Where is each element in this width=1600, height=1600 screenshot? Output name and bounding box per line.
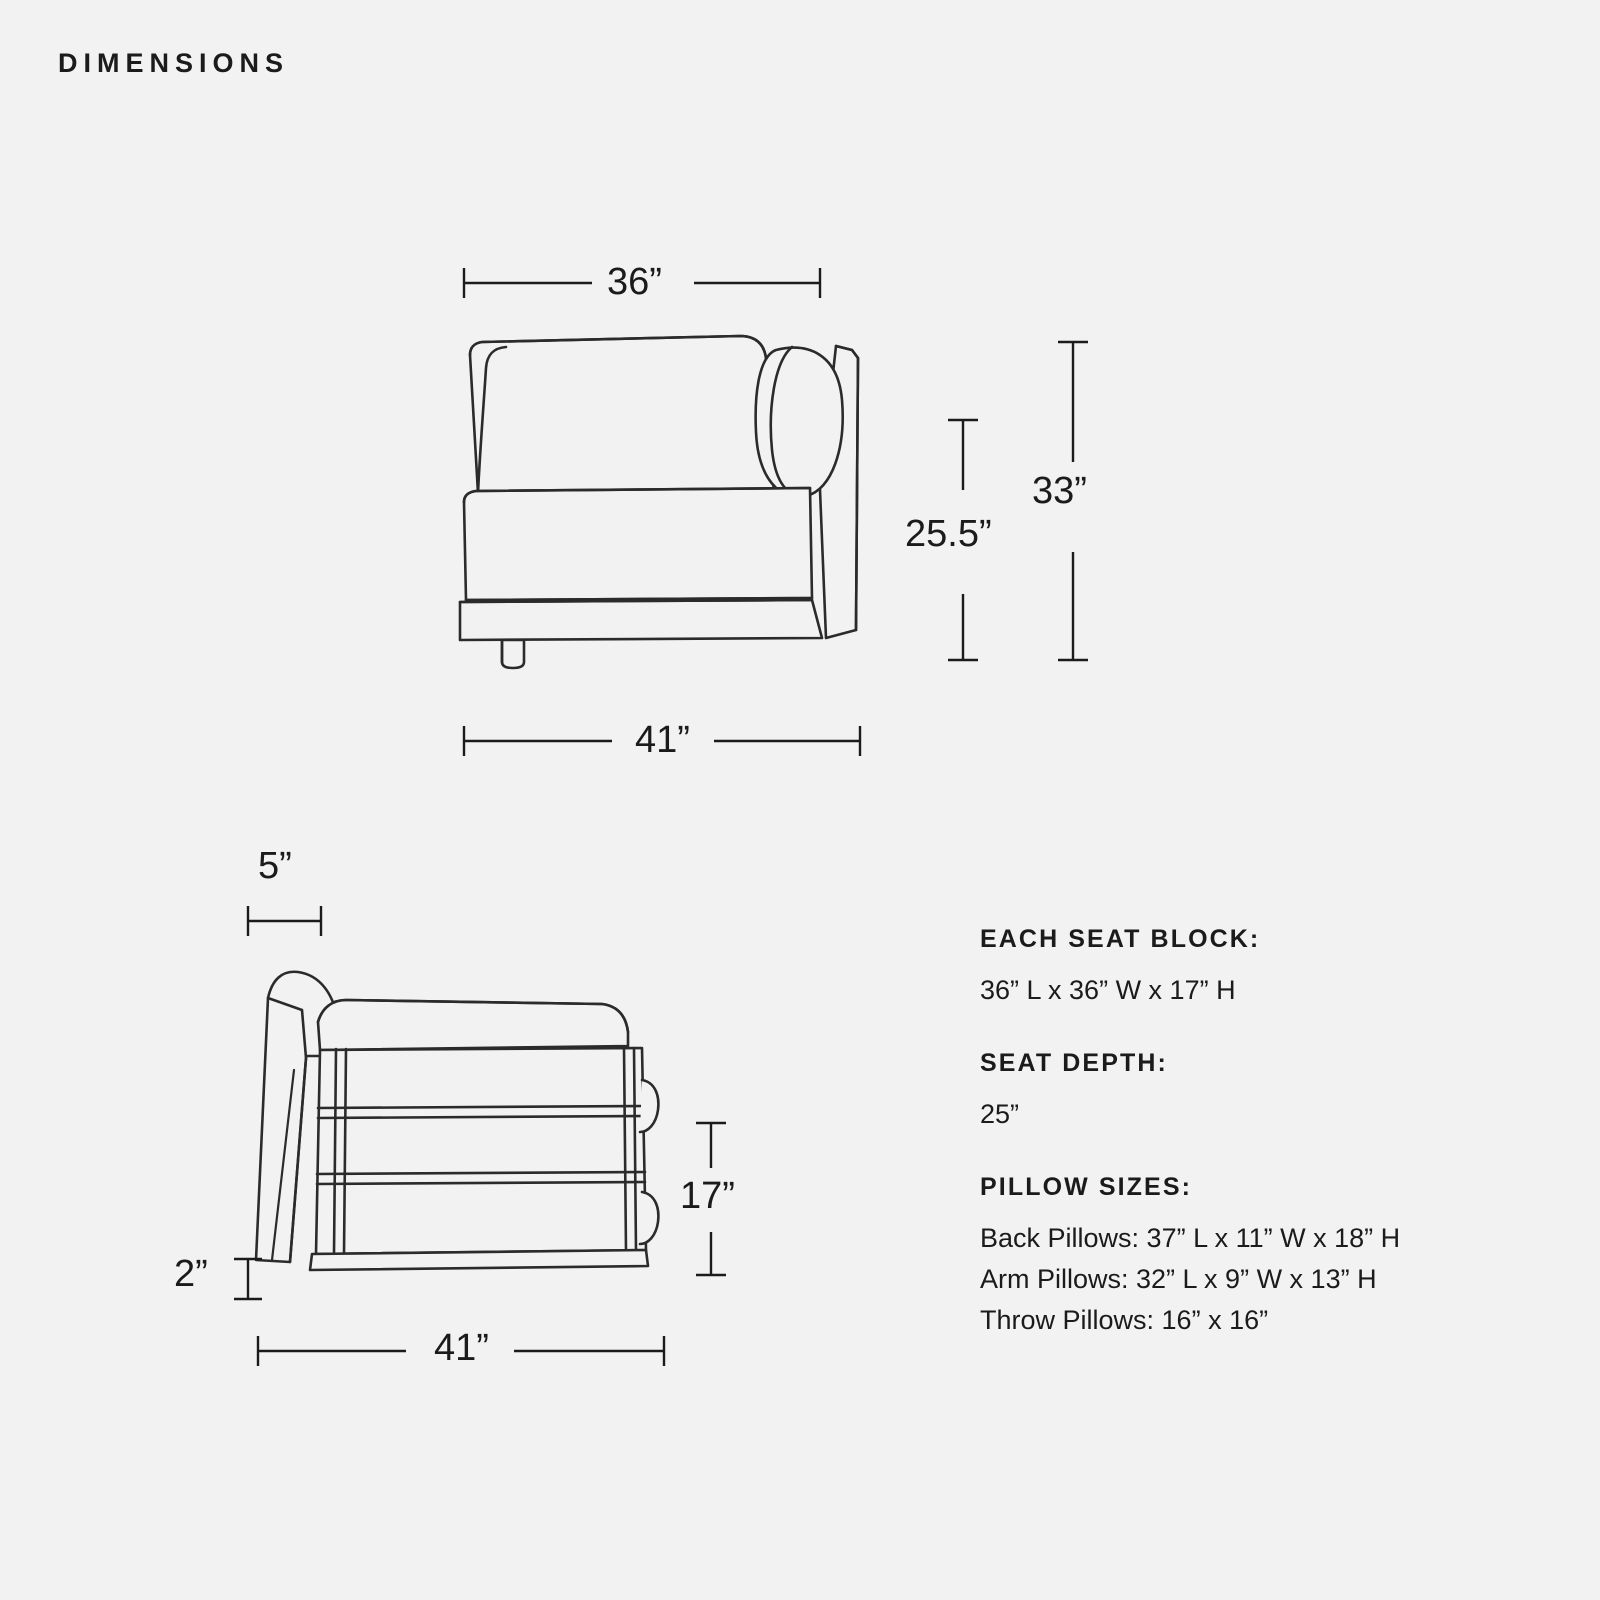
front-width-label: 36” bbox=[607, 261, 662, 303]
total-height-label: 33” bbox=[1032, 470, 1087, 512]
spec-block-pillows bbox=[980, 1173, 1540, 1341]
seat-back-height-label: 25.5” bbox=[905, 513, 992, 555]
spec-heading: SEAT DEPTH: bbox=[980, 1049, 1168, 1078]
spec-list bbox=[980, 925, 1540, 1379]
side-top-offset-label: 5” bbox=[258, 845, 292, 887]
side-depth-label: 41” bbox=[434, 1327, 489, 1369]
spec-heading: PILLOW SIZES: bbox=[980, 1173, 1193, 1202]
spec-block-depth bbox=[980, 1049, 1540, 1135]
spec-block-seat bbox=[980, 925, 1540, 1011]
spec-line: 25” bbox=[980, 1099, 1020, 1130]
seat-height-label: 17” bbox=[680, 1175, 735, 1217]
spec-line: Throw Pillows: 16” x 16” bbox=[980, 1305, 1269, 1336]
spec-line: 36” L x 36” W x 17” H bbox=[980, 975, 1236, 1005]
page-title: DIMENSIONS bbox=[58, 48, 290, 78]
side-top-offset-dimension bbox=[245, 900, 325, 940]
side-base-dimension bbox=[228, 1255, 268, 1305]
spec-line: Back Pillows: 37” L x 11” W x 18” H bbox=[980, 1223, 1401, 1254]
spec-line: Arm Pillows: 32” L x 9” W x 13” H bbox=[980, 1264, 1377, 1295]
side-view-drawing bbox=[250, 960, 700, 1300]
front-depth-label: 41” bbox=[635, 719, 690, 761]
side-base-label: 2” bbox=[174, 1253, 208, 1295]
spec-heading: EACH SEAT BLOCK: bbox=[980, 925, 1261, 953]
